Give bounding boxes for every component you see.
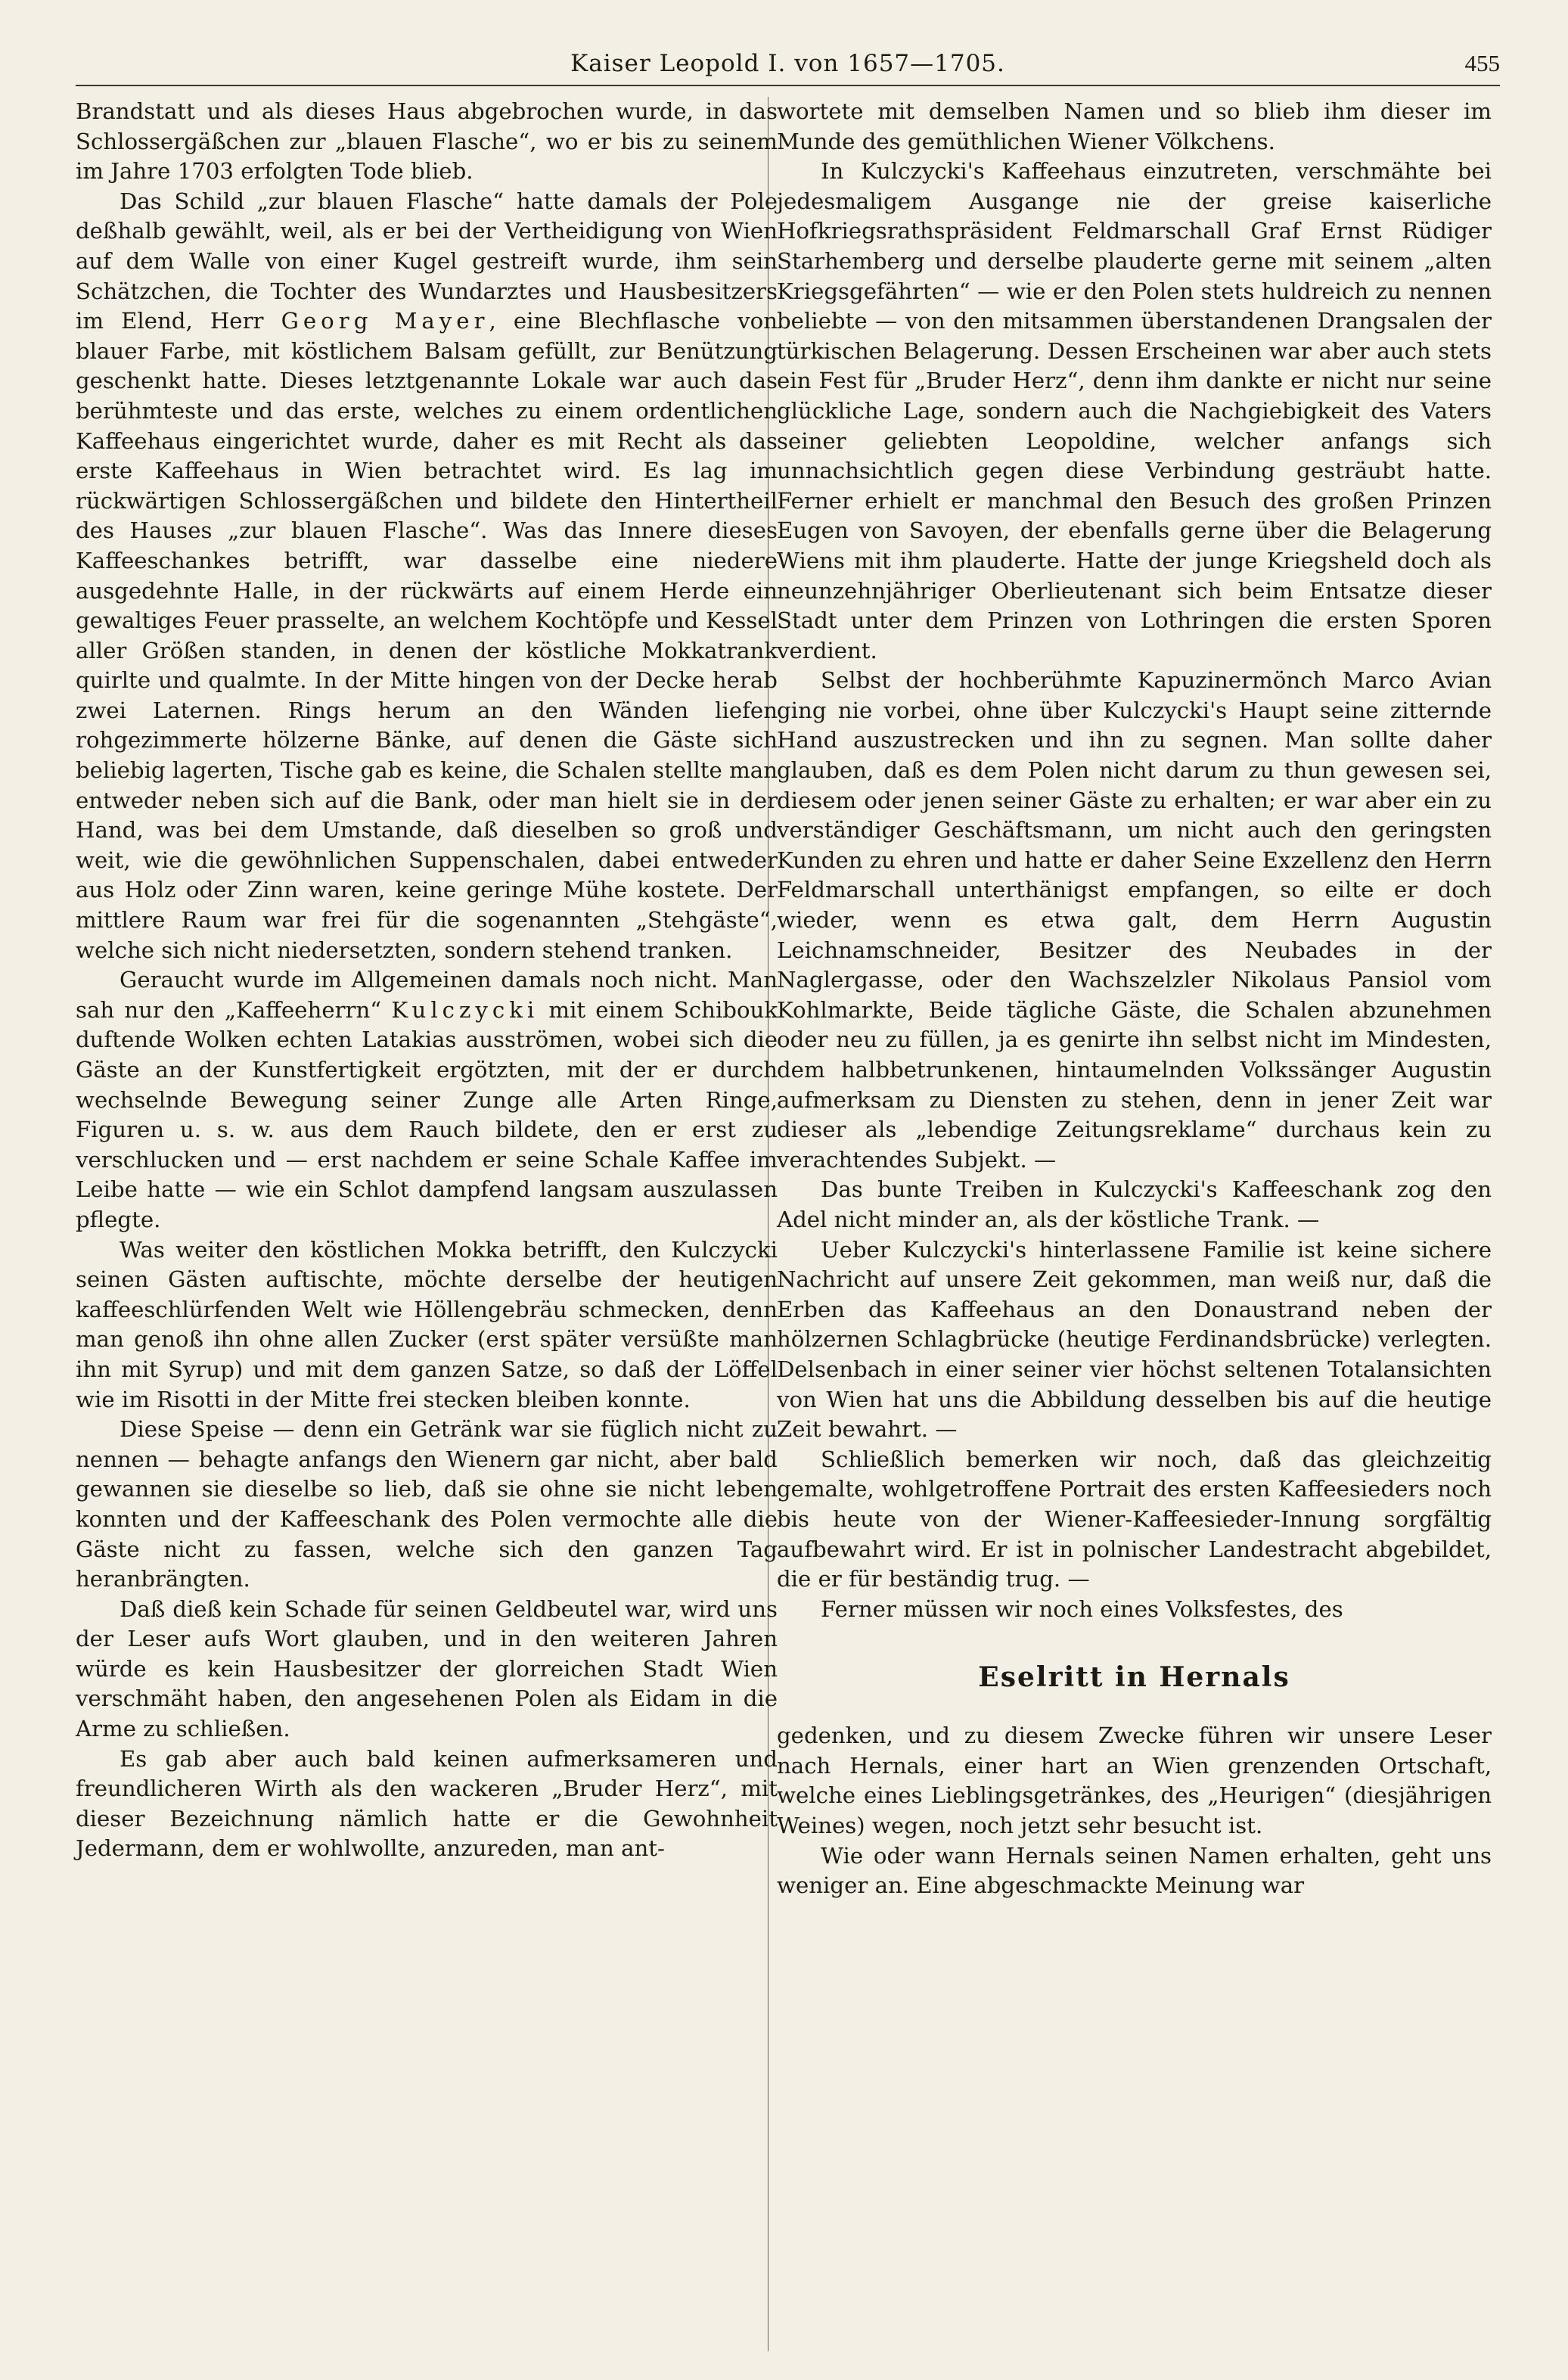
- right-column: [777, 97, 1492, 1901]
- paragraph: Wie oder wann Hernals seinen Namen erhalten, geht uns weniger an. Eine abgeschmackte Meinung war: [777, 1842, 1492, 1899]
- paragraph: Was weiter den köstlichen Mokka betrifft, den Kulczycki seinen Gästen auftischte, möchte derselbe der heutigen kaffeeschlürfenden Welt wie Höllengebräu schmecken, denn man genoß ihn ohne allen Zucker (erst später versüßte man ihn mit Syrup) und mit dem ganzen Satze, so daß der Löffel wie im Risotti in der Mitte frei stecken bleiben konnte.: [76, 1236, 778, 1412]
- left-column: [76, 97, 778, 1864]
- section-heading: Eselritt in Hernals: [978, 1661, 1290, 1694]
- paragraph-text: mit einem Schibouk duftende Wolken echten Latakias ausströmen, wobei sich die Gäste an der Kunstfertigkeit ergötzten, mit der er durch wechselnde Bewegung seiner Zunge alle Arten Ringe, Figuren u. s. w. aus dem Rauch bildete, den er erst zu verschlucken und — erst nachdem er seine Schale Kaffee im Leibe hatte — wie ein Schlot dampfend langsam auszulassen pflegte.: [76, 996, 778, 1232]
- paragraph-text: Das Schild „zur blauen Flasche“ hatte damals der Pole deßhalb gewählt, weil, als er bei der Vertheidigung von Wien auf dem Walle von einer Kugel gestreift wurde, ihm sein Schätzchen, die Tochter des Wundarztes und Hausbesitzers im Elend, Herr: [76, 188, 778, 334]
- paragraph-text: , eine Blechflasche von blauer Farbe, mit köstlichem Balsam gefüllt, zur Benützung geschenkt hatte. Dieses letztgenannte Lokale war auch das berühmteste und das erste, welches zu einem ordentlichen Kaffeehaus eingerichtet wurde, daher es mit Recht als das erste Kaffeehaus in Wien betrachtet wird. Es lag im rückwärtigen Schlossergäßchen und bildete den Hintertheil des Hauses „zur blauen Flasche“. Was das Innere dieses Kaffeeschankes betrifft, war dasselbe eine niedere ausgedehnte Halle, in der rückwärts auf einem Herde ein gewaltiges Feuer prasselte, an welchem Kochtöpfe und Kessel aller Größen standen, in denen der köstliche Mokkatrank quirlte und qualmte. In der Mitte hingen von der Decke herab zwei Laternen. Rings herum an den Wänden liefen rohgezimmerte hölzerne Bänke, auf denen die Gäste sich beliebig lagerten, Tische gab es keine, die Schalen stellte man entweder neben sich auf die Bank, oder man hielt sie in der Hand, was bei dem Umstande, daß dieselben so groß und weit, wie die gewöhnlichen Suppenschalen, dabei entweder aus Holz oder Zinn waren, keine geringe Mühe kostete. Der mittlere Raum war frei für die sogenannten „Stehgäste“, welche sich nicht niedersetzten, sondern stehend tranken.: [76, 308, 778, 963]
- page-number: 455: [1464, 50, 1500, 76]
- paragraph-text: Geraucht wurde im Allgemeinen damals noch nicht. Man sah nur den „Kaffeeherrn“: [76, 967, 778, 1023]
- paragraph: In Kulczycki's Kaffeehaus einzutreten, verschmähte bei jedesmaligem Ausgange nie der greise kaiserliche Hofkriegsrathspräsident Feldmarschall Graf Ernst Rüdiger Starhemberg und derselbe plauderte gerne mit seinem „alten Kriegsgefährten“ — wie er den Polen stets huldreich zu nennen beliebte — von den mitsammen überstandenen Drangsalen der türkischen Belagerung. Dessen Erscheinen war aber auch stets ein Fest für „Bruder Herz“, denn ihm dankte er nicht nur seine glückliche Lage, sondern auch die Nachgiebigkeit des Vaters seiner geliebten Leopoldine, welcher anfangs sich unnachsichtlich gegen diese Verbindung gesträubt hatte. Ferner erhielt er manchmal den Besuch des großen Prinzen Eugen von Savoyen, der ebenfalls gerne über die Belagerung Wiens mit ihm plauderte. Hatte der junge Kriegsheld doch als neunzehnjähriger Oberlieutenant sich beim Entsatze dieser Stadt unter dem Prinzen von Lothringen die ersten Sporen verdient.: [777, 158, 1492, 663]
- paragraph: Diese Speise — denn ein Getränk war sie füglich nicht zu nennen — behagte anfangs den Wienern gar nicht, aber bald gewannen sie dieselbe so lieb, daß sie ohne sie nicht leben konnten und der Kaffeeschank des Polen vermochte alle die Gäste nicht zu fassen, welche sich den ganzen Tag heranbrängten.: [76, 1416, 778, 1592]
- paragraph: [76, 965, 778, 1235]
- person-name: Kulczycki: [391, 996, 539, 1023]
- person-name: Georg Mayer: [281, 308, 489, 334]
- paragraph: Brandstatt und als dieses Haus abgebrochen wurde, in das Schlossergäßchen zur „blauen Flasche“, wo er bis zu seinem im Jahre 1703 erfolgten Tode blieb.: [76, 98, 778, 185]
- running-header: [76, 47, 1500, 86]
- paragraph: wortete mit demselben Namen und so blieb ihm dieser im Munde des gemüthlichen Wiener Völkchens.: [777, 98, 1492, 154]
- paragraph: Es gab aber auch bald keinen aufmerksameren und freundlicheren Wirth als den wackeren „Bruder Herz“, mit dieser Bezeichnung nämlich hatte er die Gewohnheit Jedermann, dem er wohlwollte, anzureden, man ant-: [76, 1745, 778, 1862]
- paragraph: Schließlich bemerken wir noch, daß das gleichzeitig gemalte, wohlgetroffene Portrait des ersten Kaffeesieders noch bis heute von der Wiener-Kaffeesieder-Innung sorgfältig aufbewahrt wird. Er ist in polnischer Landestracht abgebildet, die er für beständig trug. —: [777, 1446, 1492, 1592]
- paragraph: Das bunte Treiben in Kulczycki's Kaffeeschank zog den Adel nicht minder an, als der köstliche Trank. —: [777, 1176, 1492, 1232]
- paragraph: gedenken, und zu diesem Zwecke führen wir unsere Leser nach Hernals, einer hart an Wien grenzenden Ortschaft, welche eines Lieblingsgetränkes, des „Heurigen“ (diesjährigen Weines) wegen, noch jetzt sehr besucht ist.: [777, 1723, 1492, 1839]
- running-title: Kaiser Leopold I. von 1657—1705.: [570, 50, 1005, 77]
- paragraph: [76, 187, 778, 965]
- paragraph: Selbst der hochberühmte Kapuzinermönch Marco Avian ging nie vorbei, ohne über Kulczycki's Haupt seine zitternde Hand auszustrecken und ihn zu segnen. Man sollte daher glauben, daß es dem Polen nicht darum zu thun gewesen sei, diesem oder jenen seiner Gäste zu erhalten; er war aber ein zu verständiger Geschäftsmann, um nicht auch den geringsten Kunden zu ehren und hatte er daher Seine Exzellenz den Herrn Feldmarschall unterthänigst empfangen, so eilte er doch wieder, wenn es etwa galt, dem Herrn Augustin Leichnamschneider, Besitzer des Neubades in der Naglergasse, oder den Wachszelzler Nikolaus Pansiol vom Kohlmarkte, Beide tägliche Gäste, die Schalen abzunehmen oder neu zu füllen, ja es genirte ihn selbst nicht im Mindesten, dem halbbetrunkenen, hintaumelnden Volkssänger Augustin aufmerksam zu Diensten zu stehen, denn in jener Zeit war dieser als „lebendige Zeitungsreklame“ durchaus kein zu verachtendes Subjekt. —: [777, 667, 1492, 1173]
- paragraph: Ferner müssen wir noch eines Volksfestes, des: [821, 1595, 1343, 1622]
- paragraph: Daß dieß kein Schade für seinen Geldbeutel war, wird uns der Leser aufs Wort glauben, und in den weiteren Jahren würde es kein Hausbesitzer der glorreichen Stadt Wien verschmäht haben, den angesehenen Polen als Eidam in die Arme zu schließen.: [76, 1595, 778, 1742]
- paragraph: Ueber Kulczycki's hinterlassene Familie ist keine sichere Nachricht auf unsere Zeit gekommen, man weiß nur, daß die Erben das Kaffeehaus an den Donaustrand neben der hölzernen Schlagbrücke (heutige Ferdinandsbrücke) verlegten. Delsenbach in einer seiner vier höchst seltenen Totalansichten von Wien hat uns die Abbildung desselben bis auf die heutige Zeit bewahrt. —: [777, 1236, 1492, 1443]
